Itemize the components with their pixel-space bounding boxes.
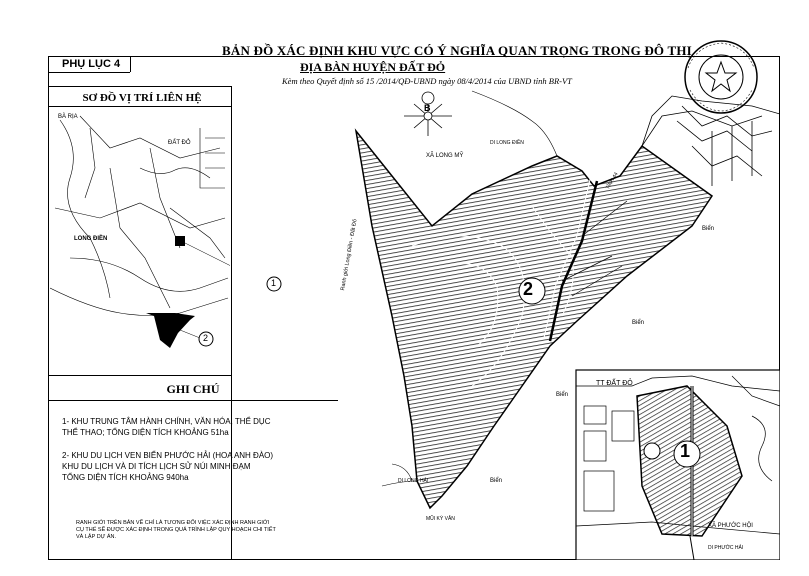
label-di-long-hai: DI LONG HẢI [398, 478, 429, 484]
label-bien-2: Biển [632, 320, 645, 326]
label-di-long-dien: DI LONG ĐIỀN [490, 140, 524, 146]
appendix-divider [130, 56, 131, 72]
legend-item-2: 2- KHU DU LỊCH VEN BIỂN PHƯỚC HẢI (HOA ANH ĐÀO) KHU DU LỊCH VÀ DI TÍCH LỊCH SỬ NÚI MINH ĐẠM TỔNG DIỆN TÍCH KHOẢNG 940ha [62, 451, 274, 482]
loc-label-ba-ria: BÀ RỊA [58, 114, 78, 120]
location-title-rule [48, 106, 232, 107]
loc-marker-1-label: 1 [271, 278, 277, 288]
label-xa-long-my: XÃ LONG MỸ [426, 153, 464, 159]
label-bien-1: Biển [702, 226, 715, 232]
page-title: BẢN ĐỒ XÁC ĐỊNH KHU VỰC CÓ Ý NGHĨA QUAN TRỌNG TRONG ĐÔ THỊ [222, 43, 692, 58]
appendix-label: PHỤ LỤC 4 [62, 58, 121, 70]
loc-label-dat-do: ĐẤT ĐỎ [168, 140, 191, 146]
label-mui-ky-van: MŨI KỲ VÂN [426, 516, 455, 522]
inset-label-tt-dat-do: TT ĐẤT ĐỎ [596, 380, 633, 387]
label-bien-3: Biển [556, 392, 569, 398]
decision-reference: Kèm theo Quyết định số 15 /2014/QĐ-UBND ngày 08/4/2014 của UBND tỉnh BR-VT [282, 76, 572, 86]
north-label: B [424, 103, 431, 113]
inset-label-di-phuoc-hai: DI PHƯỚC HẢI [708, 545, 744, 551]
location-panel-title: SƠ ĐỒ VỊ TRÍ LIÊN HỆ [82, 92, 202, 104]
loc-label-long-dien: LONG ĐIỀN [74, 236, 108, 242]
page-subtitle: ĐỊA BÀN HUYỆN ĐẤT ĐỎ [300, 60, 446, 74]
appendix-underline [48, 72, 130, 73]
label-boundary-road: Ranh giới Long Điền - Đất Đỏ [340, 218, 359, 292]
zone-1-marker: 1 [680, 441, 691, 461]
label-tinh-44: TỈNH 44 [605, 171, 620, 191]
inset-label-xa-phuoc-hoi: XÃ PHƯỚC HỘI [708, 523, 753, 529]
main-map [232, 86, 780, 560]
legend-item-1: 1- KHU TRUNG TÂM HÀNH CHÍNH, VĂN HÓA, THỂ DỤC THỂ THAO; TỔNG DIỆN TÍCH KHOẢNG 51ha [62, 417, 271, 437]
zone-2-marker: 2 [523, 279, 534, 299]
legend-title: GHI CHÚ [166, 382, 220, 396]
boundary-note: RANH GIỚI TRÊN BẢN VẼ CHỈ LÀ TƯƠNG ĐỐI VIỆC XÁC ĐỊNH RANH GIỚI CỤ THỂ SẼ ĐƯỢC XÁC ĐỊNH TRONG QUÁ TRÌNH LẬP QUY HOẠCH CHI TIẾT VÀ LẬP DỰ ÁN. [76, 520, 276, 540]
label-bien-4: Biển [490, 478, 503, 484]
loc-marker-2-label: 2 [203, 333, 209, 343]
